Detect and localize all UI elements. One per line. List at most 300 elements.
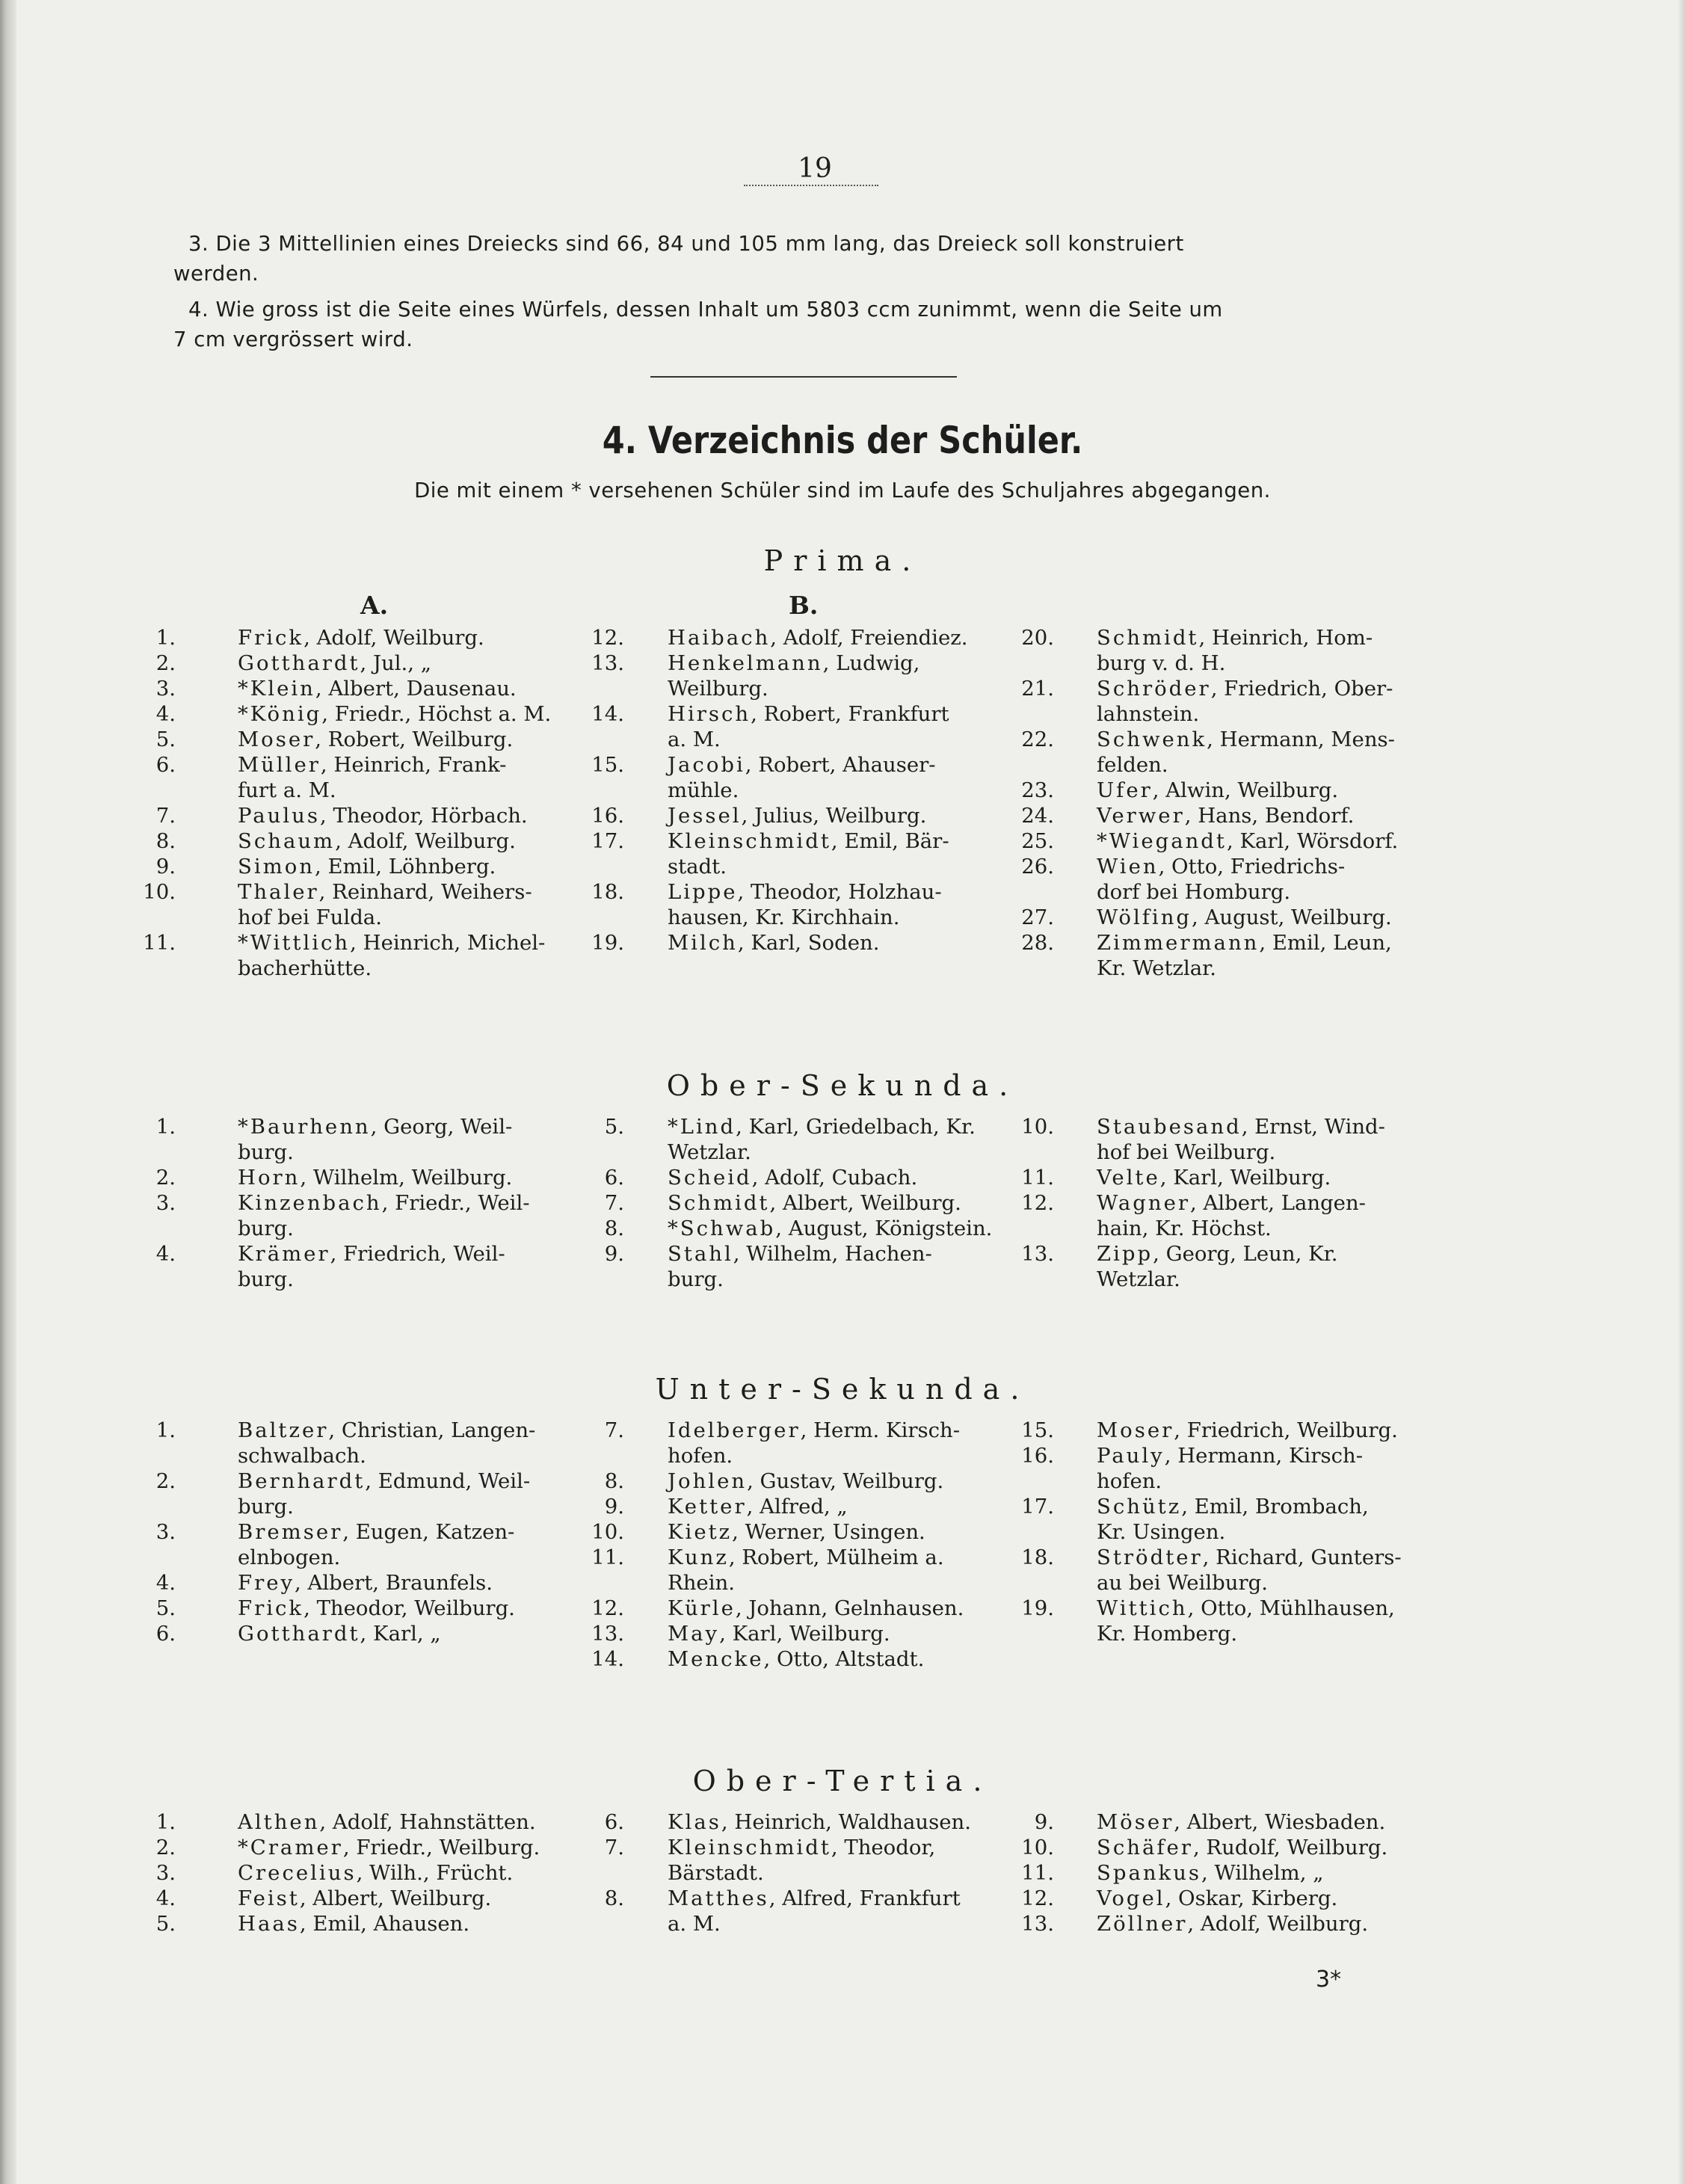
student-name <box>1097 1597 1395 1619</box>
student-surname: Haibach <box>668 626 771 650</box>
student-details: , Hermann, Kirsch- <box>1164 1444 1363 1468</box>
student-number: 28. <box>1021 931 1054 955</box>
student-details: , Robert, Frankfurt <box>751 702 949 726</box>
student-number: 9. <box>1034 1810 1054 1834</box>
student-name <box>238 881 532 903</box>
student-surname: *Wiegandt <box>1097 829 1227 853</box>
student-details: , Alwin, Weilburg. <box>1152 778 1339 802</box>
student-name-continuation: burg. <box>238 1140 294 1164</box>
student-surname: Gotthardt <box>238 1622 360 1646</box>
student-details: , Wilhelm, „ <box>1201 1861 1324 1885</box>
student-surname: Zipp <box>1097 1242 1153 1266</box>
student-number: 4. <box>155 702 176 726</box>
problem-3 <box>173 229 1429 289</box>
student-name <box>668 1622 890 1645</box>
student-surname: *Cramer <box>238 1836 343 1860</box>
student-name <box>1097 1862 1324 1884</box>
student-name-continuation: burg. <box>238 1267 294 1291</box>
page-number: 19 <box>798 153 832 184</box>
student-details: , Adolf, Freiendiez. <box>770 626 968 650</box>
student-surname: Staubesand <box>1097 1115 1242 1139</box>
student-surname: Schmidt <box>1097 626 1199 650</box>
problem-3-line2: werden. <box>173 262 259 286</box>
student-details: , Emil, Leun, <box>1259 931 1392 955</box>
student-name <box>238 1887 491 1910</box>
student-details: , Edmund, Weil- <box>365 1469 531 1493</box>
student-details: , Jul., „ <box>360 651 432 675</box>
student-details: , Johann, Gelnhausen. <box>735 1596 964 1620</box>
student-number: 16. <box>1021 1444 1054 1468</box>
student-name <box>668 932 879 954</box>
student-number: 27. <box>1021 905 1054 929</box>
student-details: , Hans, Bendorf. <box>1184 804 1355 828</box>
student-surname: Crecelius <box>238 1861 357 1885</box>
student-details: , Emil, Ahausen. <box>299 1912 470 1936</box>
student-number: 14. <box>591 1647 624 1671</box>
student-surname: Matthes <box>668 1886 769 1910</box>
student-number: 5. <box>155 1596 176 1620</box>
student-details: , Richard, Gunters- <box>1202 1545 1402 1569</box>
student-surname: Schmidt <box>668 1191 770 1215</box>
student-details: , Friedrich, Weil- <box>330 1242 505 1266</box>
student-name <box>1097 1887 1337 1910</box>
student-name <box>1097 906 1392 929</box>
student-number: 12. <box>1021 1191 1054 1215</box>
student-details: , Emil, Bär- <box>831 829 949 853</box>
student-surname: *Klein <box>238 677 315 701</box>
student-details: , Adolf, Cubach. <box>751 1166 918 1190</box>
student-number: 8. <box>604 1216 624 1240</box>
student-surname: Jessel <box>668 804 742 828</box>
student-number: 9. <box>604 1495 624 1519</box>
student-surname: Stahl <box>668 1242 733 1266</box>
student-details: , Albert, Weilburg. <box>299 1886 492 1910</box>
student-name <box>238 1836 540 1859</box>
student-name <box>668 1521 925 1543</box>
page-number-ornament <box>744 185 878 191</box>
student-number: 11. <box>591 1545 624 1569</box>
student-name-continuation: Wetzlar. <box>1097 1267 1180 1291</box>
student-name-continuation: Bärstadt. <box>668 1861 764 1885</box>
student-name <box>1097 1166 1331 1189</box>
signature-mark: 3* <box>1316 1966 1342 1993</box>
student-surname: Ketter <box>668 1495 747 1519</box>
section-title: 4. Verzeichnis der Schüler. <box>602 419 1083 462</box>
student-name <box>238 1913 469 1935</box>
student-name <box>238 1166 512 1189</box>
student-details: , Heinrich, Hom- <box>1198 626 1373 650</box>
student-surname: Schäfer <box>1097 1836 1193 1860</box>
student-details: , Christian, Langen- <box>328 1418 536 1442</box>
student-details: , Adolf, Weilburg. <box>335 829 516 853</box>
student-name-continuation: mühle. <box>668 778 739 802</box>
student-surname: Kunz <box>668 1545 729 1569</box>
student-number: 3. <box>155 1861 176 1885</box>
student-surname: *König <box>238 702 322 726</box>
student-number: 13. <box>1021 1912 1054 1936</box>
student-number: 13. <box>591 651 624 675</box>
student-name <box>1097 805 1354 827</box>
problem-4 <box>173 295 1429 354</box>
student-number: 7. <box>604 1418 624 1442</box>
student-details: , Karl, Weilburg. <box>719 1622 890 1646</box>
student-surname: Wagner <box>1097 1191 1191 1215</box>
student-number: 4. <box>155 1886 176 1910</box>
student-details: , Karl, Weilburg. <box>1159 1166 1331 1190</box>
student-details: , Oskar, Kirberg. <box>1165 1886 1338 1910</box>
student-name <box>238 754 506 776</box>
student-name <box>668 754 936 776</box>
student-name <box>238 932 545 954</box>
student-number: 7. <box>155 804 176 828</box>
student-name <box>1097 1116 1385 1138</box>
student-name-continuation: bacherhütte. <box>238 956 372 980</box>
student-number: 2. <box>155 1166 176 1190</box>
student-details: , Adolf, Weilburg. <box>1187 1912 1369 1936</box>
student-number: 3. <box>155 1520 176 1544</box>
student-name <box>1097 1836 1387 1859</box>
student-name-continuation: Kr. Homberg. <box>1097 1622 1238 1646</box>
student-surname: Vogel <box>1097 1886 1165 1910</box>
student-details: , Reinhard, Weihers- <box>318 880 532 904</box>
student-name-continuation: hain, Kr. Höchst. <box>1097 1216 1272 1240</box>
student-details: , Otto, Friedrichs- <box>1158 855 1346 879</box>
student-name <box>1097 1913 1368 1935</box>
student-surname: May <box>668 1622 720 1646</box>
student-details: , Wilh., Frücht. <box>356 1861 514 1885</box>
student-details: , Karl, Griedelbach, Kr. <box>736 1115 976 1139</box>
student-name <box>1097 677 1393 700</box>
student-details: , Julius, Weilburg. <box>741 804 927 828</box>
student-details: , Robert, Mülheim a. <box>728 1545 944 1569</box>
student-number: 7. <box>604 1836 624 1860</box>
student-surname: Henkelmann <box>668 651 823 675</box>
student-name <box>238 1192 530 1214</box>
student-number: 3. <box>155 1191 176 1215</box>
student-surname: Krämer <box>238 1242 330 1266</box>
student-number: 3. <box>155 677 176 701</box>
student-number: 18. <box>591 880 624 904</box>
student-surname: Moser <box>1097 1418 1174 1442</box>
student-surname: Bremser <box>238 1520 343 1544</box>
class-heading: Ober-Tertia. <box>692 1765 993 1797</box>
student-number: 12. <box>591 626 624 650</box>
student-number: 17. <box>1021 1495 1054 1519</box>
student-surname: Müller <box>238 753 321 777</box>
student-name <box>668 1836 935 1859</box>
student-number: 24. <box>1021 804 1054 828</box>
student-details: , Albert, Langen- <box>1190 1191 1366 1215</box>
student-number: 12. <box>1021 1886 1054 1910</box>
student-name-continuation: schwalbach. <box>238 1444 366 1468</box>
student-name <box>238 1521 514 1543</box>
student-name <box>668 1495 848 1518</box>
student-details: , Rudolf, Weilburg. <box>1192 1836 1388 1860</box>
student-number: 5. <box>604 1115 624 1139</box>
student-name <box>668 1166 917 1189</box>
student-name-continuation: furt a. M. <box>238 778 336 802</box>
student-details: , Adolf, Weilburg. <box>304 626 484 650</box>
student-name <box>668 627 967 649</box>
student-number: 9. <box>155 855 176 879</box>
student-details: , Albert, Weilburg. <box>769 1191 961 1215</box>
student-number: 8. <box>604 1469 624 1493</box>
student-number: 15. <box>591 753 624 777</box>
class-subheading: A. <box>360 591 389 620</box>
student-name-continuation: au bei Weilburg. <box>1097 1571 1268 1595</box>
student-surname: Frick <box>238 626 304 650</box>
student-name <box>238 1811 536 1833</box>
student-surname: Moser <box>238 728 315 751</box>
student-surname: Klas <box>668 1810 721 1834</box>
student-name-continuation: hof bei Fulda. <box>238 905 382 929</box>
student-details: , Alfred, „ <box>746 1495 848 1519</box>
student-surname: Pauly <box>1097 1444 1165 1468</box>
student-surname: Kleinschmidt <box>668 829 831 853</box>
student-name-continuation: burg v. d. H. <box>1097 651 1226 675</box>
withdrawal-note: Die mit einem * versehenen Schüler sind im Laufe des Schuljahres abgegangen. <box>414 479 1271 502</box>
student-number: 11. <box>1021 1861 1054 1885</box>
student-surname: Paulus <box>238 804 320 828</box>
student-surname: Johlen <box>668 1469 748 1493</box>
student-surname: *Schwab <box>668 1216 776 1240</box>
student-details: , Gustav, Weilburg. <box>747 1469 944 1493</box>
student-name <box>238 830 516 852</box>
student-number: 19. <box>591 931 624 955</box>
student-details: , Heinrich, Frank- <box>320 753 507 777</box>
student-details: , Georg, Leun, Kr. <box>1153 1242 1338 1266</box>
student-surname: Kietz <box>668 1520 733 1544</box>
student-number: 10. <box>1021 1836 1054 1860</box>
student-name <box>668 1470 943 1492</box>
student-surname: Schütz <box>1097 1495 1182 1519</box>
student-name <box>238 1243 505 1265</box>
student-surname: *Baurhenn <box>238 1115 371 1139</box>
student-name <box>668 1243 932 1265</box>
student-details: , Theodor, Weilburg. <box>304 1596 515 1620</box>
student-number: 11. <box>1021 1166 1054 1190</box>
student-surname: Möser <box>1097 1810 1174 1834</box>
student-surname: *Lind <box>668 1115 736 1139</box>
student-name <box>1097 1546 1402 1569</box>
student-number: 18. <box>1021 1545 1054 1569</box>
student-number: 15. <box>1021 1418 1054 1442</box>
student-number: 10. <box>143 880 176 904</box>
student-number: 5. <box>155 728 176 751</box>
student-surname: Jacobi <box>668 753 745 777</box>
student-surname: Lippe <box>668 880 738 904</box>
class-heading: Prima. <box>763 544 922 577</box>
student-number: 13. <box>591 1622 624 1646</box>
student-name <box>238 1597 515 1619</box>
student-name <box>668 805 926 827</box>
student-surname: Schaum <box>238 829 336 853</box>
student-name <box>1097 1445 1363 1467</box>
student-details: , Herm. Kirsch- <box>800 1418 961 1442</box>
student-details: , Karl, Soden. <box>737 931 880 955</box>
student-number: 1. <box>155 1418 176 1442</box>
student-number: 4. <box>155 1242 176 1266</box>
student-name <box>1097 779 1338 802</box>
student-details: , Friedrich, Weilburg. <box>1174 1418 1398 1442</box>
student-surname: Idelberger <box>668 1418 801 1442</box>
student-number: 1. <box>155 626 176 650</box>
student-name <box>668 1887 961 1910</box>
student-name <box>238 805 528 827</box>
student-name-continuation: Rhein. <box>668 1571 735 1595</box>
student-details: , Hermann, Mens- <box>1207 728 1395 751</box>
student-surname: Simon <box>238 855 315 879</box>
student-details: , August, Weilburg. <box>1192 905 1392 929</box>
student-number: 25. <box>1021 829 1054 853</box>
student-surname: Zimmermann <box>1097 931 1260 955</box>
student-details: , Ernst, Wind- <box>1241 1115 1385 1139</box>
student-number: 2. <box>155 651 176 675</box>
student-details: , Werner, Usingen. <box>732 1520 925 1544</box>
student-name <box>1097 728 1395 751</box>
student-name-continuation: a. M. <box>668 1912 721 1936</box>
student-surname: Haas <box>238 1912 300 1936</box>
student-details: , Robert, Weilburg. <box>315 728 514 751</box>
student-name <box>668 652 919 674</box>
student-details: , Friedr., Höchst a. M. <box>321 702 552 726</box>
student-details: , Adolf, Hahnstätten. <box>319 1810 536 1834</box>
student-number: 23. <box>1021 778 1054 802</box>
student-details: , Wilhelm, Weilburg. <box>300 1166 513 1190</box>
student-name-continuation: Weilburg. <box>668 677 768 701</box>
student-surname: Spankus <box>1097 1861 1202 1885</box>
student-number: 1. <box>155 1115 176 1139</box>
student-details: , Otto, Altstadt. <box>763 1647 925 1671</box>
student-surname: Schröder <box>1097 677 1211 701</box>
student-name <box>238 1622 441 1645</box>
student-name-continuation: Wetzlar. <box>668 1140 751 1164</box>
student-number: 22. <box>1021 728 1054 751</box>
student-surname: Kürle <box>668 1596 736 1620</box>
student-name <box>1097 627 1373 649</box>
student-details: , Eugen, Katzen- <box>342 1520 515 1544</box>
student-number: 5. <box>155 1912 176 1936</box>
student-surname: Ufer <box>1097 778 1153 802</box>
student-details: , Karl, Wörsdorf. <box>1226 829 1399 853</box>
student-name <box>668 1217 992 1240</box>
student-details: , Emil, Brombach, <box>1181 1495 1369 1519</box>
student-surname: Wien <box>1097 855 1159 879</box>
section-divider <box>650 376 957 378</box>
student-number: 20. <box>1021 626 1054 650</box>
student-surname: Frey <box>238 1571 295 1595</box>
student-number: 26. <box>1021 855 1054 879</box>
student-surname: Kinzenbach <box>238 1191 382 1215</box>
student-name <box>668 1597 964 1619</box>
student-number: 17. <box>591 829 624 853</box>
student-name-continuation: elnbogen. <box>238 1545 341 1569</box>
student-details: , Ludwig, <box>822 651 920 675</box>
student-name <box>1097 1243 1338 1265</box>
student-surname: Thaler <box>238 880 319 904</box>
student-details: , Theodor, <box>831 1836 936 1860</box>
student-details: , Albert, Wiesbaden. <box>1174 1810 1386 1834</box>
student-details: , Emil, Löhnberg. <box>314 855 496 879</box>
student-name <box>668 881 942 903</box>
student-name <box>1097 1192 1366 1214</box>
student-name <box>238 1862 513 1884</box>
student-details: , August, Königstein. <box>775 1216 993 1240</box>
student-details: , Georg, Weil- <box>370 1115 513 1139</box>
student-surname: Kleinschmidt <box>668 1836 831 1860</box>
student-name-continuation: Kr. Usingen. <box>1097 1520 1226 1544</box>
student-surname: Bernhardt <box>238 1469 366 1493</box>
student-name <box>1097 1811 1385 1833</box>
student-name <box>1097 855 1345 878</box>
student-name <box>238 652 431 674</box>
student-details: , Heinrich, Waldhausen. <box>721 1810 971 1834</box>
student-name <box>238 1470 530 1492</box>
student-name <box>238 1572 493 1594</box>
student-number: 21. <box>1021 677 1054 701</box>
student-number: 6. <box>155 1622 176 1646</box>
student-number: 8. <box>604 1886 624 1910</box>
student-name <box>668 703 949 725</box>
student-name <box>238 1419 535 1442</box>
student-surname: Strödter <box>1097 1545 1203 1569</box>
student-details: , Theodor, Holzhau- <box>737 880 942 904</box>
student-name <box>668 1648 924 1670</box>
student-number: 4. <box>155 1571 176 1595</box>
student-number: 7. <box>604 1191 624 1215</box>
student-name <box>238 728 513 751</box>
student-details: , Karl, „ <box>360 1622 441 1646</box>
student-name <box>238 855 496 878</box>
student-surname: Wölfing <box>1097 905 1192 929</box>
student-name-continuation: burg. <box>238 1495 294 1519</box>
student-details: , Wilhelm, Hachen- <box>733 1242 932 1266</box>
student-surname: Milch <box>668 931 738 955</box>
student-surname: Scheid <box>668 1166 752 1190</box>
problem-3-line1: 3. Die 3 Mittellinien eines Dreiecks sind 66, 84 und 105 mm lang, das Dreieck soll konstruiert <box>188 232 1184 256</box>
student-name <box>238 677 517 700</box>
student-surname: Verwer <box>1097 804 1185 828</box>
student-details: , Friedrich, Ober- <box>1210 677 1393 701</box>
student-name-continuation: felden. <box>1097 753 1168 777</box>
student-details: , Otto, Mühlhausen, <box>1187 1596 1395 1620</box>
student-number: 11. <box>143 931 176 955</box>
student-number: 10. <box>1021 1115 1054 1139</box>
student-details: , Alfred, Frankfurt <box>768 1886 961 1910</box>
student-surname: Gotthardt <box>238 651 360 675</box>
student-name-continuation: burg. <box>668 1267 724 1291</box>
student-surname: Schwenk <box>1097 728 1207 751</box>
student-surname: Feist <box>238 1886 300 1910</box>
student-details: , Theodor, Hörbach. <box>320 804 528 828</box>
student-surname: Velte <box>1097 1166 1160 1190</box>
student-number: 19. <box>1021 1596 1054 1620</box>
student-name <box>668 1811 971 1833</box>
student-name <box>668 830 949 852</box>
class-heading: Ober-Sekunda. <box>666 1069 1019 1102</box>
student-name-continuation: burg. <box>238 1216 294 1240</box>
student-name <box>238 703 551 725</box>
student-details: , Robert, Ahauser- <box>745 753 936 777</box>
student-surname: Hirsch <box>668 702 751 726</box>
student-surname: Zöllner <box>1097 1912 1188 1936</box>
student-number: 16. <box>591 804 624 828</box>
student-number: 8. <box>155 829 176 853</box>
student-number: 13. <box>1021 1242 1054 1266</box>
student-name-continuation: a. M. <box>668 728 721 751</box>
student-name <box>1097 830 1398 852</box>
student-name <box>668 1419 960 1442</box>
